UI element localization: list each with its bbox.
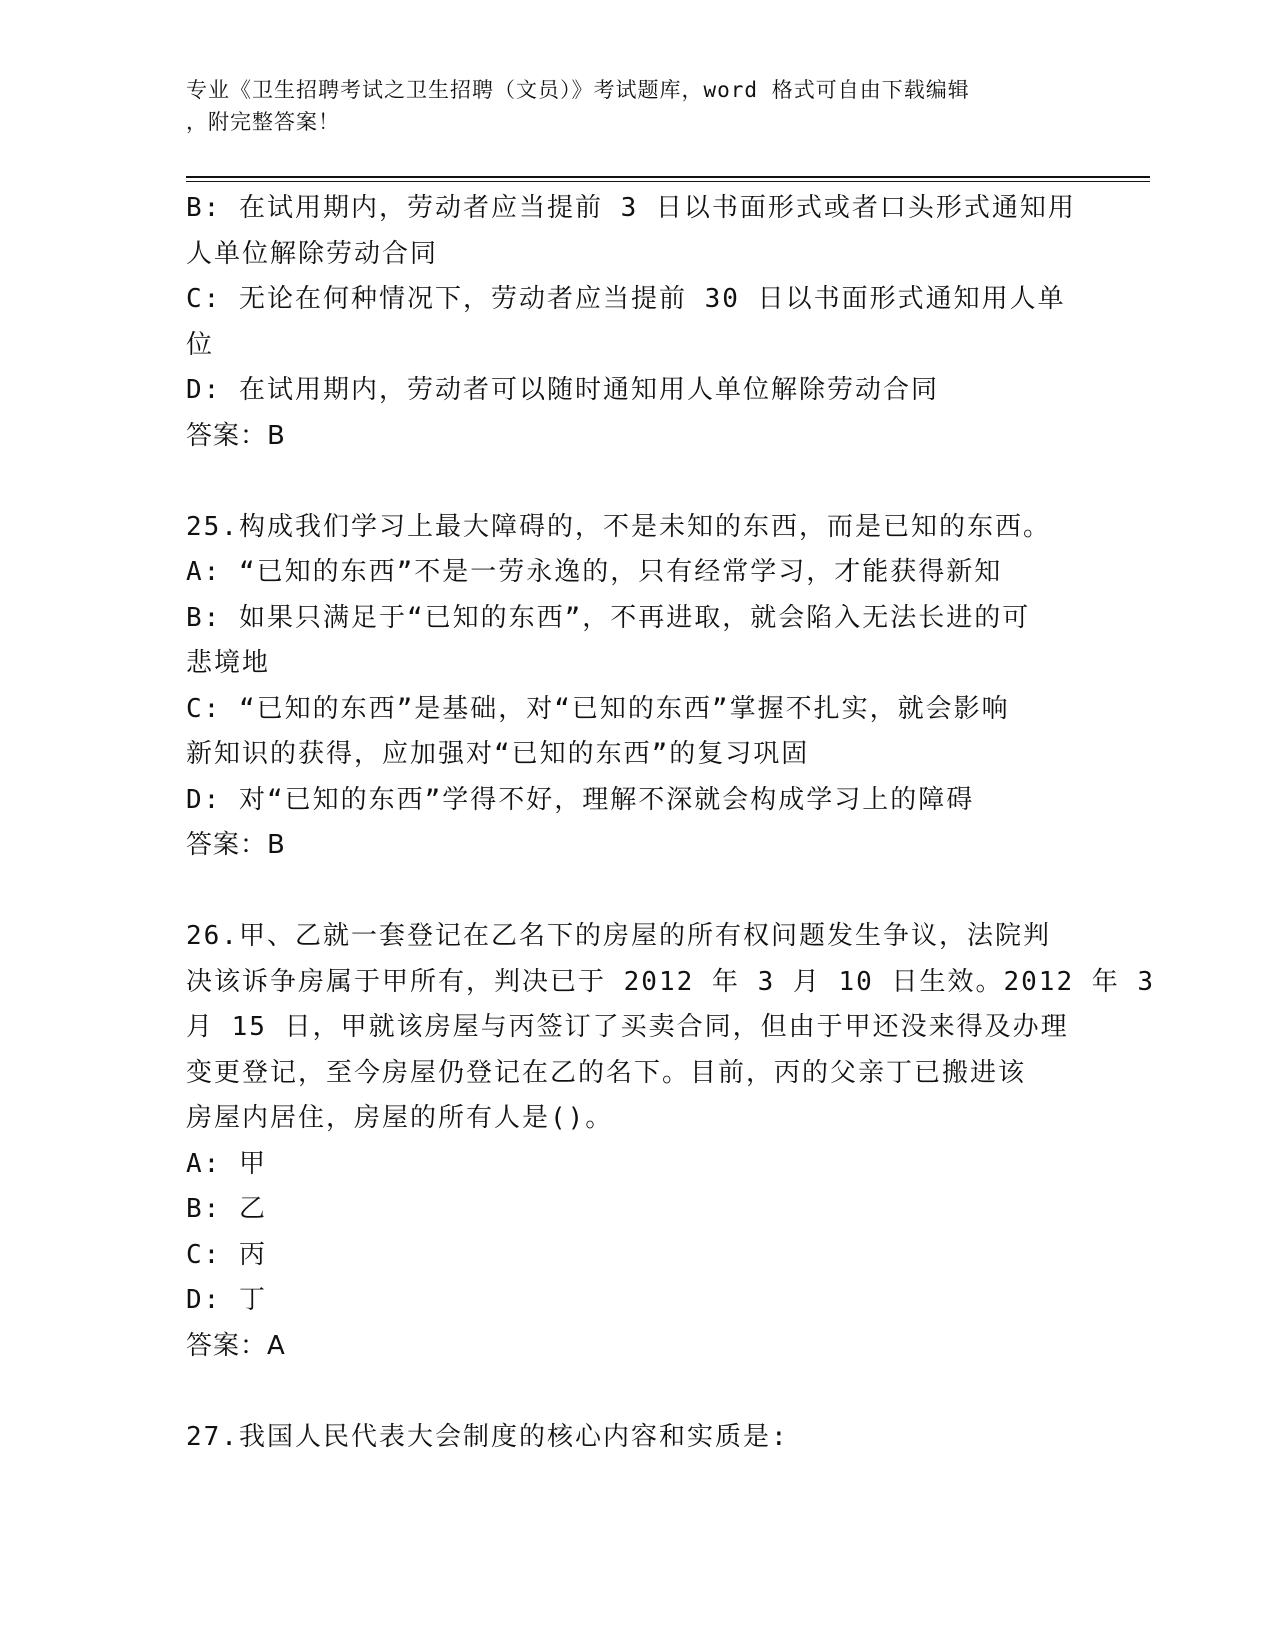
question-stem-line-2: 决该诉争房属于甲所有，判决已于 2012 年 3 月 10 日生效。2012 年 3 [186,966,1156,997]
answer-line: 答案：B [186,420,286,451]
answer-line: 答案：A [186,1330,286,1361]
option-d: D: 丁 [186,1285,267,1315]
question-stem-line-3: 月 15 日，甲就该房屋与丙签订了买卖合同，但由于甲还没来得及办理 [186,1012,1069,1042]
question-stem: 27.我国人民代表大会制度的核心内容和实质是: [186,1421,789,1452]
question-stem-line-5: 房屋内居住，房屋的所有人是()。 [186,1103,614,1133]
option-b: B: 乙 [186,1194,267,1224]
header-divider-thick [186,176,1150,178]
option-a: A: “已知的东西”不是一劳永逸的，只有经常学习，才能获得新知 [186,557,1003,587]
option-b-line-1: B: 在试用期内，劳动者应当提前 3 日以书面形式或者口头形式通知用 [186,193,1076,223]
header-line-1: 专业《卫生招聘考试之卫生招聘（文员）》考试题库，word 格式可自由下载编辑 [186,78,970,102]
option-d: D: 对“已知的东西”学得不好，理解不深就会构成学习上的障碍 [186,784,975,815]
question-content [186,186,1156,1460]
spacer [186,869,1076,915]
option-c-line-2: 新知识的获得，应加强对“已知的东西”的复习巩固 [186,739,810,769]
option-c-line-1: C: 无论在何种情况下，劳动者应当提前 30 日以书面形式通知用人单 [186,284,1066,314]
option-d: D: 在试用期内，劳动者可以随时通知用人单位解除劳动合同 [186,375,939,405]
question-stem: 25.构成我们学习上最大障碍的，不是未知的东西，而是已知的东西。 [186,511,1051,542]
question-24-tail [186,186,1076,459]
question-stem-line-4: 变更登记，至今房屋仍登记在乙的名下。目前，丙的父亲丁已搬进该 [186,1057,1027,1088]
question-stem-line-1: 26.甲、乙就一套登记在乙名下的房屋的所有权问题发生争议，法院判 [186,921,1051,951]
answer-line: 答案：B [186,830,286,860]
option-c: C: 丙 [186,1239,267,1270]
option-c-line-2: 位 [186,329,215,360]
option-b-line-2: 悲境地 [186,648,271,678]
option-b-line-1: B: 如果只满足于“已知的东西”，不再进取，就会陷入无法长进的可 [186,602,1031,633]
spacer [186,1369,1076,1415]
header-line-2: ，附完整答案！ [186,110,340,134]
option-b-line-2: 人单位解除劳动合同 [186,238,439,269]
option-c-line-1: C: “已知的东西”是基础，对“已知的东西”掌握不扎实，就会影响 [186,693,1010,724]
header-divider-thin [186,181,1150,182]
question-27 [186,1415,1076,1461]
question-25 [186,505,1076,869]
question-26 [186,914,1156,1369]
option-a: A: 甲 [186,1148,267,1179]
document-header [186,74,1066,138]
spacer [186,459,1076,505]
